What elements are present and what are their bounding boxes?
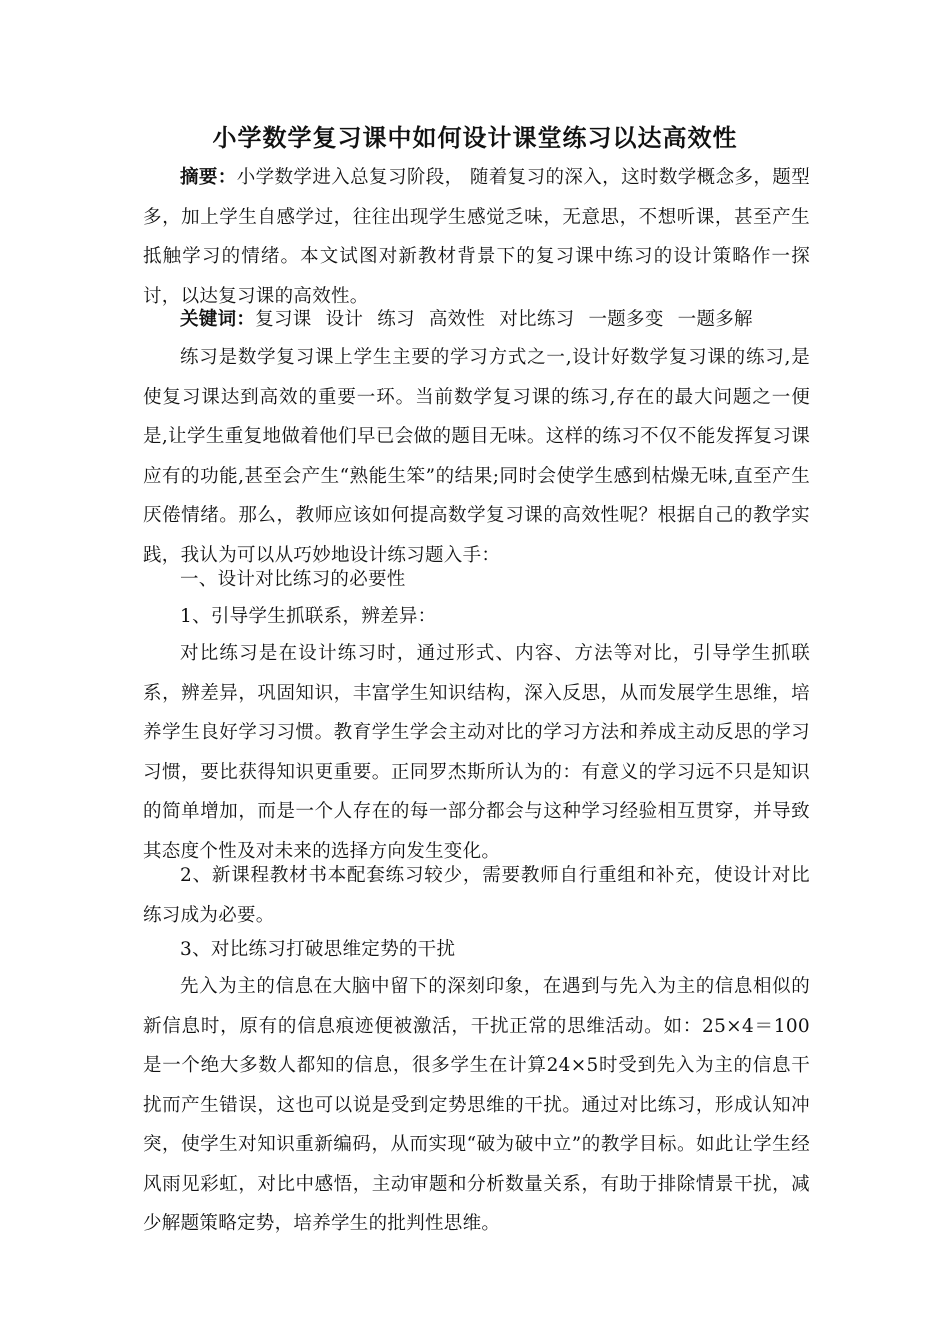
abstract-text: 小学数学进入总复习阶段， 随着复习的深入，这时数学概念多，题型多，加上学生自感学过，往往出现学生感觉乏味，无意思，不想听课，甚至产生抵触学习的情绪。本文试图对新教材背景下的复习课中练习的设计策略作一探讨，以达复习课的高效性。 — [143, 167, 810, 307]
subheading-1-1: 1、引导学生抓联系，辨差异： — [180, 606, 437, 627]
keyword: 练习 — [377, 309, 415, 330]
abstract-label: 摘要： — [180, 167, 237, 188]
abstract-paragraph — [143, 158, 810, 316]
keyword: 高效性 — [428, 309, 486, 330]
document-title: 小学数学复习课中如何设计课堂练习以达高效性 — [212, 124, 738, 152]
keyword: 一题多变 — [588, 309, 664, 330]
body-paragraph-1: 对比练习是在设计练习时，通过形式、内容、方法等对比，引导学生抓联系，辨差异，巩固知识，丰富学生知识结构，深入反思，从而发展学生思维，培养学生良好学习习惯。教育学生学会主动对比的学习方法和养成主动反思的学习习惯，要比获得知识更重要。正同罗杰斯所认为的：有意义的学习远不只是知识的简单增加，而是一个人存在的每一部分都会与这种学习经验相互贯穿，并导致其态度个性及对未来的选择方向发生变化。 — [143, 643, 810, 862]
keyword: 一题多解 — [677, 309, 753, 330]
keyword: 复习课 — [255, 309, 312, 330]
body-paragraph-2: 2、新课程教材书本配套练习较少，需要教师自行重组和补充，使设计对比练习成为必要。 — [143, 865, 810, 926]
section-heading-1: 一、设计对比练习的必要性 — [180, 569, 406, 590]
body-paragraph-3: 先入为主的信息在大脑中留下的深刻印象，在遇到与先入为主的信息相似的新信息时，原有的信息痕迹便被激活，干扰正常的思维活动。如：25×4＝100是一个绝大多数人都知的信息，很多学生在计算24×5时受到先入为主的信息干扰而产生错误，这也可以说是受到定势思维的干扰。通过对比练习，形成认知冲突，使学生对知识重新编码，从而实现“破为破中立”的教学目标。如此让学生经风雨见彩虹，对比中感悟，主动审题和分析数量关系，有助于排除情景干扰，减少解题策略定势，培养学生的批判性思维。 — [143, 976, 810, 1234]
intro-paragraph: 练习是数学复习课上学生主要的学习方式之一,设计好数学复习课的练习,是使复习课达到高效的重要一环。当前数学复习课的练习,存在的最大问题之一便是,让学生重复地做着他们早已会做的题目无味。这样的练习不仅不能发挥复习课应有的功能,甚至会产生“熟能生笨”的结果;同时会使学生感到枯燥无味,直至产生厌倦情绪。那么，教师应该如何提高数学复习课的高效性呢？根据自己的教学实践，我认为可以从巧妙地设计练习题入手： — [143, 347, 810, 566]
keywords-label: 关键词： — [180, 309, 256, 330]
keyword: 设计 — [325, 309, 364, 330]
subheading-1-3: 3、对比练习打破思维定势的干扰 — [180, 939, 456, 960]
keyword: 对比练习 — [499, 309, 575, 330]
keywords-paragraph — [143, 300, 810, 340]
